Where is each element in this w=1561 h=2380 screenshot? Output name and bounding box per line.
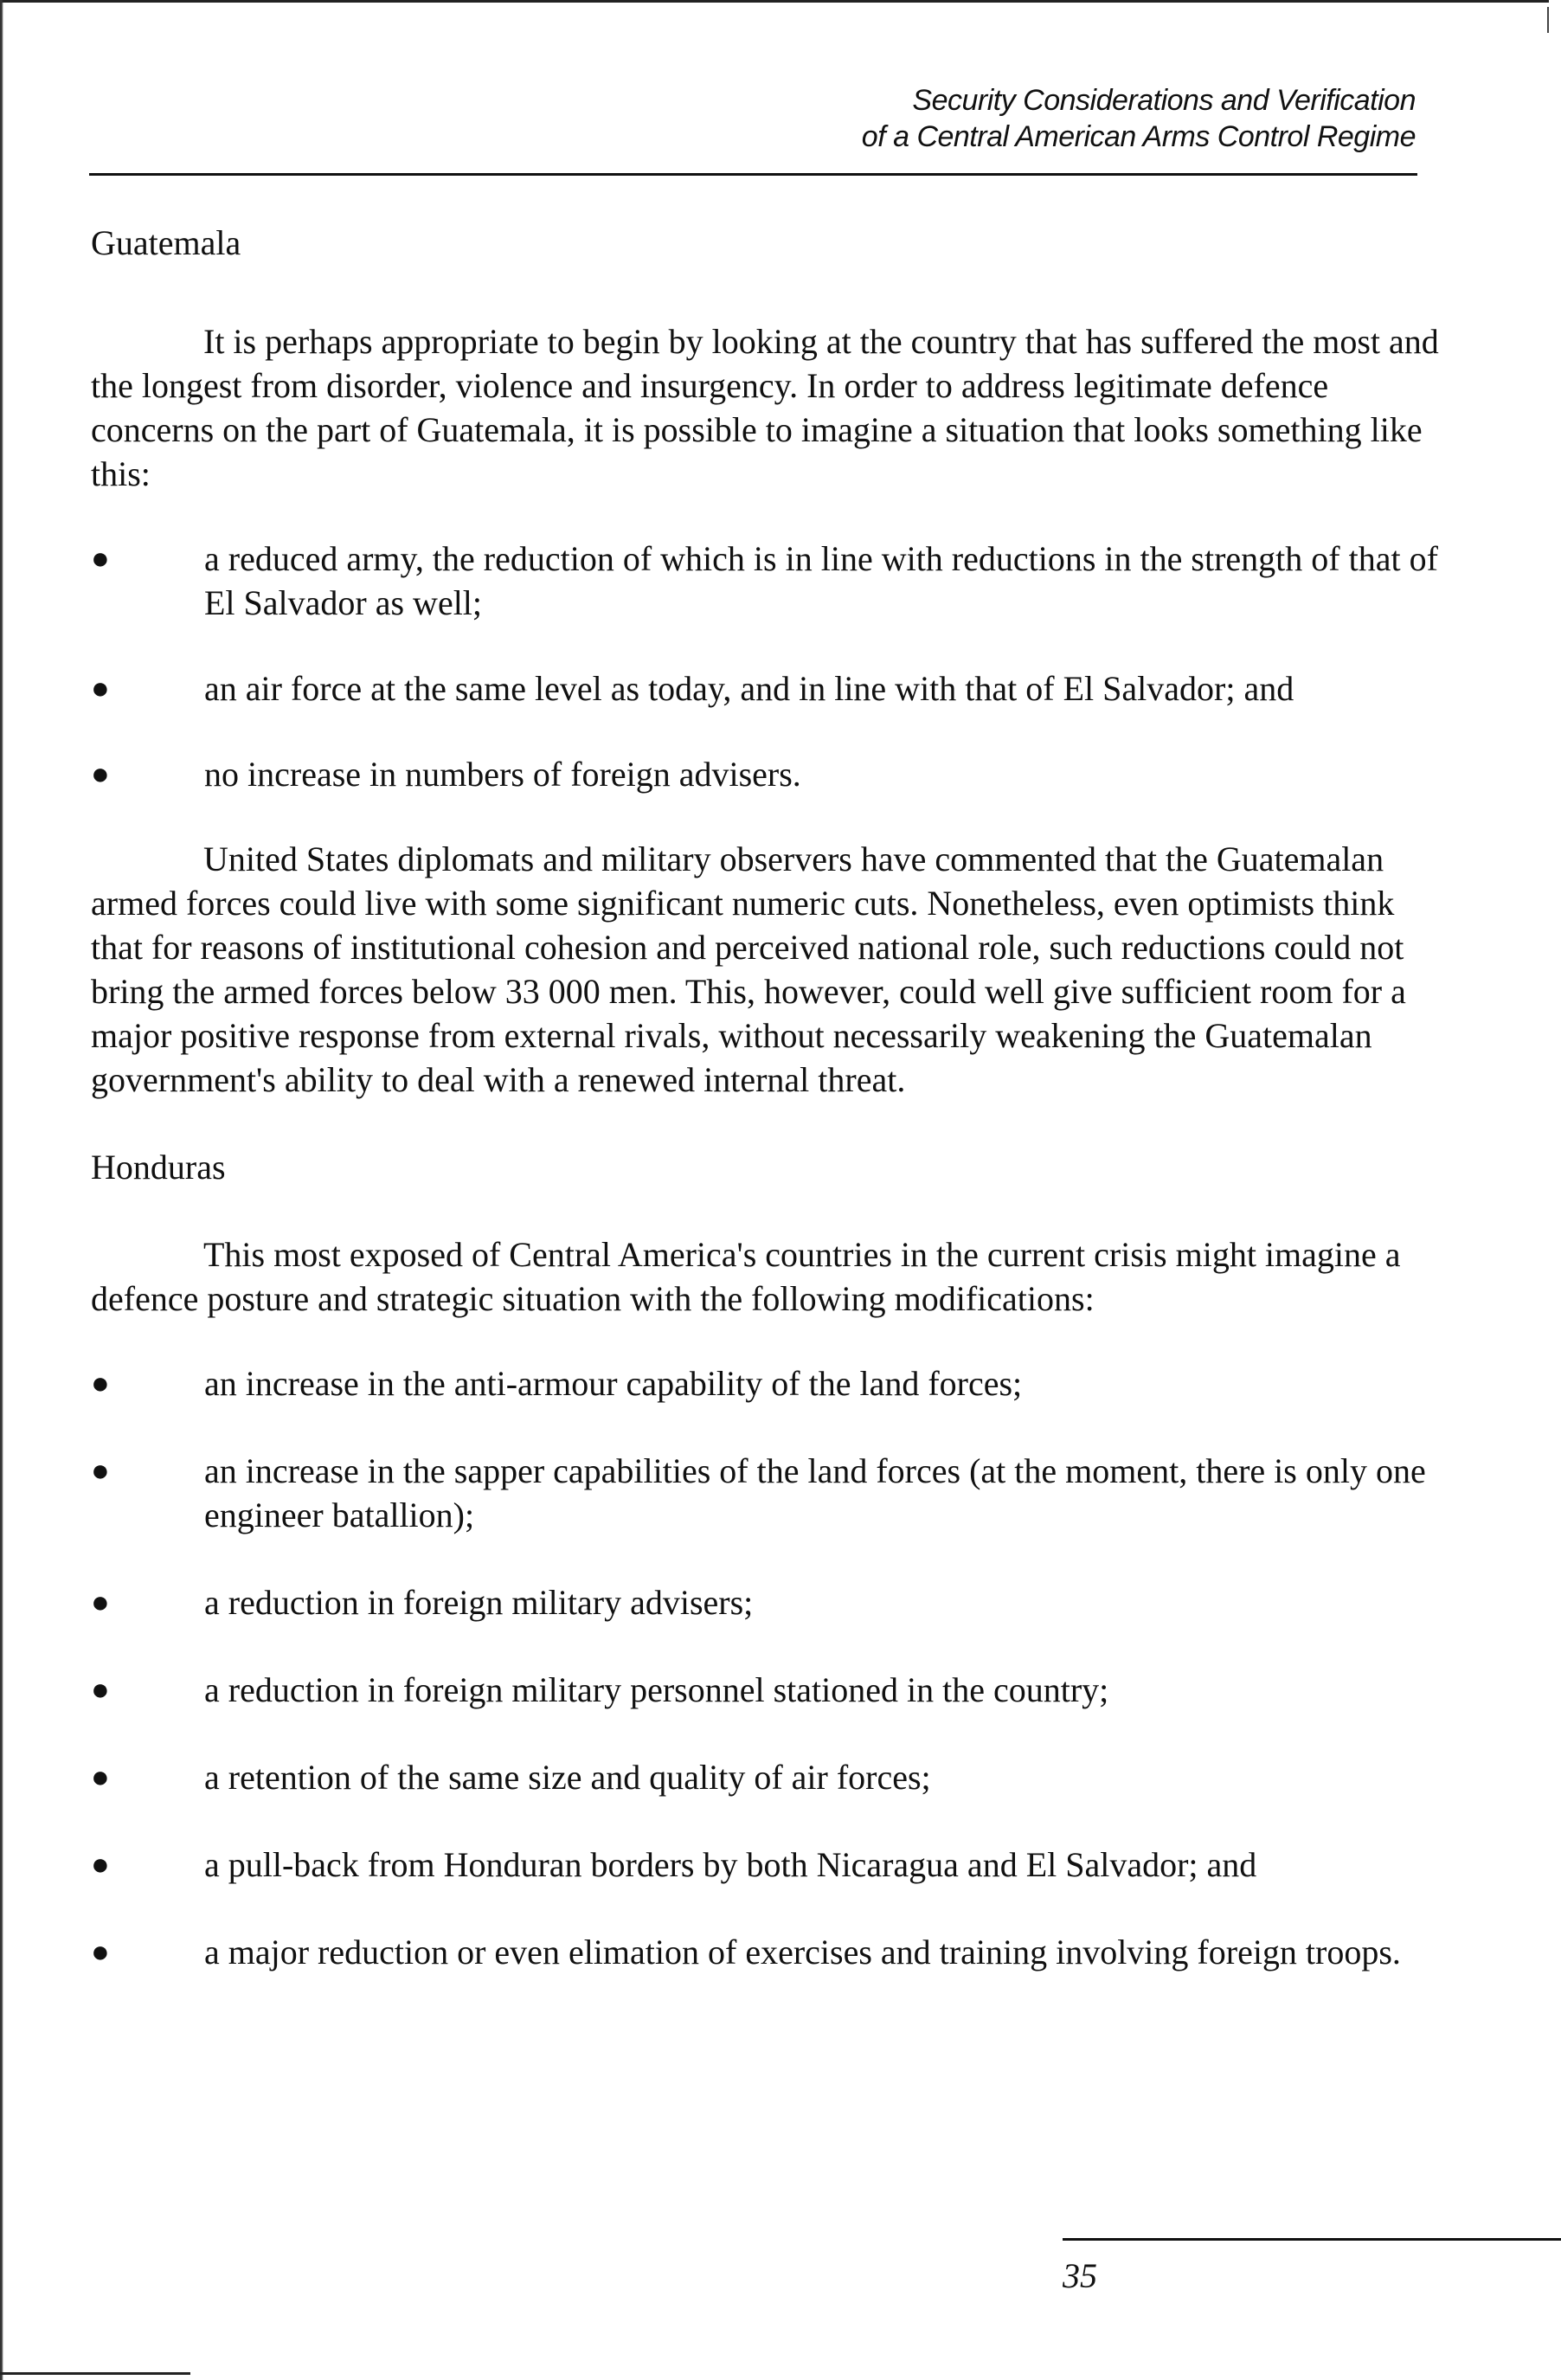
- guatemala-closing-paragraph: United States diplomats and military observers have commented that the Guatemalan armed forces could live with some significant numeric cuts. Nonetheless, even optimists think that for reasons of institutional cohesion and perceived national role, such reductions could not bring the armed forces below 33 000 men. This, however, could well give sufficient room for a major positive response from external rivals, without necessarily weakening the Guatemalan government's ability to deal with a renewed internal threat.: [91, 839, 1406, 1099]
- honduras-intro-paragraph: This most exposed of Central America's countries in the current crisis might imagine a defence posture and strategic situation with the following modifications:: [91, 1235, 1401, 1318]
- bullet-icon: ●: [91, 1453, 110, 1488]
- list-item: [91, 1668, 1441, 1712]
- bullet-icon: ●: [91, 1585, 110, 1619]
- list-item: [91, 666, 1441, 711]
- body-content: [91, 221, 1441, 1974]
- scan-right-mark: [1547, 7, 1549, 33]
- running-header: [862, 82, 1416, 155]
- scan-left-edge: [0, 0, 3, 2380]
- list-item-text: a major reduction or even elimation of exercises and training involving foreign troops.: [204, 1933, 1401, 1972]
- running-header-line-1: Security Considerations and Verification: [912, 84, 1416, 117]
- page-number: 35: [1063, 2256, 1097, 2295]
- running-header-line-2: of a Central American Arms Control Regime: [861, 120, 1416, 153]
- scan-top-edge: [0, 0, 1549, 3]
- list-item-text: an increase in the anti-armour capability of the land forces;: [204, 1364, 1023, 1403]
- bullet-icon: ●: [91, 1759, 110, 1794]
- list-item: [91, 1930, 1441, 1974]
- list-item: [91, 1580, 1441, 1624]
- section-heading-guatemala: Guatemala: [91, 223, 241, 262]
- list-item: [91, 1755, 1441, 1799]
- section-heading-honduras: Honduras: [91, 1148, 226, 1187]
- list-item-text: an air force at the same level as today, and in line with that of El Salvador; and: [204, 669, 1294, 708]
- bullet-icon: ●: [91, 671, 110, 705]
- list-item: [91, 537, 1441, 625]
- list-item: [91, 752, 1441, 796]
- list-item-text: a reduction in foreign military advisers;: [204, 1583, 754, 1622]
- bullet-icon: ●: [91, 1366, 110, 1400]
- list-item-text: an increase in the sapper capabilities of the land forces (at the moment, there is only one engineer batallion);: [204, 1451, 1426, 1534]
- list-item-text: a retention of the same size and quality of air forces;: [204, 1758, 931, 1797]
- guatemala-bullet-list: [91, 537, 1441, 796]
- header-rule: [89, 173, 1417, 176]
- scan-bottom-edge: [0, 2372, 190, 2375]
- list-item-text: a reduced army, the reduction of which is in line with reductions in the strength of that of El Salvador as well;: [204, 539, 1438, 622]
- honduras-bullet-list: [91, 1361, 1441, 1974]
- guatemala-intro-paragraph: It is perhaps appropriate to begin by looking at the country that has suffered the most and the longest from disorder, violence and insurgency. In order to address legitimate defence concerns on the part of Guatemala, it is possible to imagine a situation that looks something like this:: [91, 322, 1439, 493]
- bullet-icon: ●: [91, 1847, 110, 1881]
- list-item: [91, 1361, 1441, 1405]
- footer-rule: [1063, 2238, 1561, 2241]
- bullet-icon: ●: [91, 1934, 110, 1969]
- list-item: [91, 1843, 1441, 1887]
- list-item-text: no increase in numbers of foreign advisers.: [204, 755, 801, 794]
- list-item-text: a reduction in foreign military personnel stationed in the country;: [204, 1670, 1109, 1709]
- list-item: [91, 1449, 1441, 1537]
- bullet-icon: ●: [91, 541, 110, 576]
- list-item-text: a pull-back from Honduran borders by both Nicaragua and El Salvador; and: [204, 1845, 1257, 1884]
- bullet-icon: ●: [91, 1672, 110, 1707]
- bullet-icon: ●: [91, 756, 110, 791]
